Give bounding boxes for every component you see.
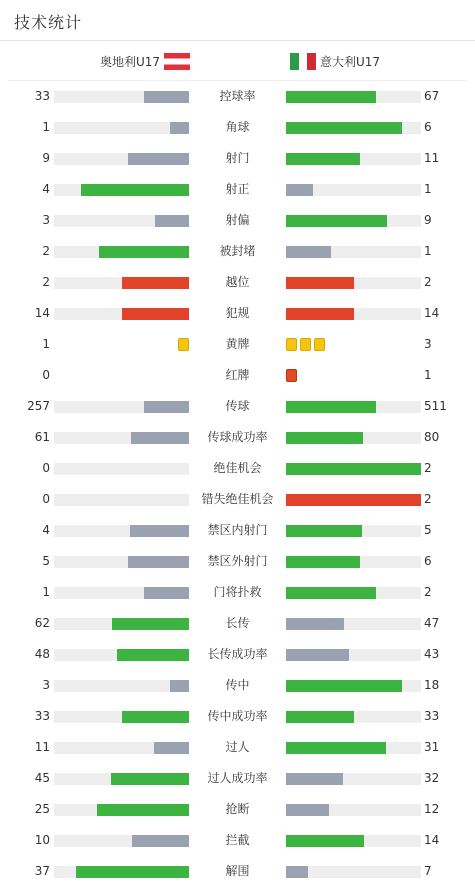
away-bar	[286, 525, 362, 537]
yellow-card-icon	[314, 338, 325, 351]
away-cards	[286, 369, 297, 382]
home-value: 33	[34, 709, 50, 723]
stat-row	[0, 732, 475, 763]
stats-list	[0, 81, 475, 887]
away-value: 1	[424, 182, 432, 196]
home-value: 14	[34, 306, 50, 320]
home-bar-track	[54, 742, 189, 754]
away-bar-track	[286, 401, 421, 413]
away-bar	[286, 122, 402, 134]
home-bar	[154, 742, 189, 754]
away-bar-track	[286, 835, 421, 847]
away-bar-track	[286, 742, 421, 754]
stat-row	[0, 670, 475, 701]
home-bar	[111, 773, 189, 785]
away-bar	[286, 742, 386, 754]
stat-label: 解围	[225, 864, 250, 878]
away-bar	[286, 835, 364, 847]
home-bar	[81, 184, 189, 196]
away-value: 32	[424, 771, 440, 785]
stat-label: 角球	[225, 120, 250, 134]
stat-row	[0, 236, 475, 267]
home-bar	[131, 432, 189, 444]
stat-label: 黄牌	[225, 337, 250, 351]
away-bar-track	[286, 804, 421, 816]
away-bar	[286, 463, 421, 475]
stat-label: 犯规	[225, 306, 250, 320]
away-bar-track	[286, 649, 421, 661]
home-value: 1	[42, 120, 50, 134]
home-value: 62	[34, 616, 50, 630]
home-value: 2	[42, 244, 50, 258]
away-value: 3	[424, 337, 432, 351]
away-value: 31	[424, 740, 440, 754]
home-bar	[128, 556, 189, 568]
home-bar-track	[54, 866, 189, 878]
away-value: 47	[424, 616, 440, 630]
away-value: 2	[424, 275, 432, 289]
home-bar-track	[54, 711, 189, 723]
away-value: 43	[424, 647, 440, 661]
away-value: 1	[424, 244, 432, 258]
home-value: 2	[42, 275, 50, 289]
home-bar-track	[54, 432, 189, 444]
away-bar-track	[286, 122, 421, 134]
stat-label: 传球成功率	[207, 430, 268, 444]
away-bar	[286, 277, 354, 289]
home-value: 25	[34, 802, 50, 816]
home-bar	[144, 91, 189, 103]
away-value: 2	[424, 492, 432, 506]
away-bar	[286, 432, 363, 444]
stat-label: 被封堵	[219, 244, 256, 258]
home-bar-track	[54, 308, 189, 320]
home-cards	[178, 338, 189, 351]
home-bar	[99, 246, 189, 258]
away-value: 2	[424, 461, 432, 475]
away-bar	[286, 711, 354, 723]
away-bar-track	[286, 711, 421, 723]
home-value: 0	[42, 368, 50, 382]
home-value: 0	[42, 461, 50, 475]
stat-row	[0, 360, 475, 391]
away-bar-track	[286, 184, 421, 196]
stat-label: 传球	[225, 399, 250, 413]
stat-row	[0, 856, 475, 887]
home-bar-track	[54, 649, 189, 661]
away-value: 5	[424, 523, 432, 537]
away-bar	[286, 773, 343, 785]
home-value: 48	[34, 647, 50, 661]
away-value: 511	[424, 399, 447, 413]
stat-row	[0, 391, 475, 422]
home-bar-track	[54, 618, 189, 630]
teams-bar	[8, 41, 466, 81]
home-value: 3	[42, 678, 50, 692]
stat-row	[0, 81, 475, 112]
stat-label: 控球率	[219, 89, 256, 103]
home-bar-track	[54, 804, 189, 816]
stat-label: 禁区外射门	[207, 554, 268, 568]
home-value: 4	[42, 182, 50, 196]
stat-row	[0, 577, 475, 608]
home-bar	[170, 680, 189, 692]
home-value: 257	[27, 399, 50, 413]
away-value: 12	[424, 802, 440, 816]
home-value: 37	[34, 864, 50, 878]
stat-label: 射偏	[225, 213, 250, 227]
stat-row	[0, 484, 475, 515]
stat-row	[0, 329, 475, 360]
stat-row	[0, 205, 475, 236]
away-bar-track	[286, 556, 421, 568]
stat-row	[0, 763, 475, 794]
away-bar	[286, 401, 376, 413]
stat-label: 传中	[225, 678, 250, 692]
home-bar-track	[54, 556, 189, 568]
stat-row	[0, 422, 475, 453]
away-value: 11	[424, 151, 440, 165]
stat-row	[0, 639, 475, 670]
away-bar-track	[286, 587, 421, 599]
away-bar	[286, 866, 308, 878]
red-card-icon	[286, 369, 297, 382]
home-bar-track	[54, 463, 189, 475]
away-bar-track	[286, 308, 421, 320]
away-bar	[286, 494, 421, 506]
home-value: 33	[34, 89, 50, 103]
home-value: 45	[34, 771, 50, 785]
stat-label: 红牌	[225, 368, 250, 382]
home-bar	[122, 277, 190, 289]
away-bar	[286, 215, 387, 227]
stat-label: 拦截	[225, 833, 250, 847]
page-title: 技术统计	[14, 13, 83, 32]
home-bar-track	[54, 773, 189, 785]
home-bar-track	[54, 91, 189, 103]
away-bar-track	[286, 866, 421, 878]
home-bar	[128, 153, 189, 165]
away-bar	[286, 804, 329, 816]
away-cards	[286, 338, 325, 351]
away-bar-track	[286, 525, 421, 537]
home-value: 0	[42, 492, 50, 506]
away-bar	[286, 91, 376, 103]
stat-label: 过人成功率	[207, 771, 268, 785]
home-bar-track	[54, 401, 189, 413]
home-bar-track	[54, 184, 189, 196]
stat-row	[0, 515, 475, 546]
away-value: 2	[424, 585, 432, 599]
home-bar	[144, 587, 189, 599]
away-bar	[286, 680, 402, 692]
home-bar	[155, 215, 189, 227]
away-value: 7	[424, 864, 432, 878]
away-value: 1	[424, 368, 432, 382]
stat-row	[0, 546, 475, 577]
away-bar-track	[286, 153, 421, 165]
stat-label: 禁区内射门	[207, 523, 268, 537]
home-value: 5	[42, 554, 50, 568]
home-bar-track	[54, 494, 189, 506]
away-bar-track	[286, 91, 421, 103]
home-value: 3	[42, 213, 50, 227]
home-bar	[112, 618, 189, 630]
home-bar	[122, 308, 190, 320]
stat-row	[0, 825, 475, 856]
home-value: 10	[34, 833, 50, 847]
stat-label: 射门	[225, 151, 250, 165]
stat-row	[0, 174, 475, 205]
home-bar-track	[54, 122, 189, 134]
stat-row	[0, 794, 475, 825]
away-bar-track	[286, 618, 421, 630]
away-bar	[286, 649, 349, 661]
home-bar	[130, 525, 189, 537]
away-value: 14	[424, 833, 440, 847]
away-bar-track	[286, 432, 421, 444]
away-team-name: 意大利U17	[320, 54, 381, 69]
header	[0, 0, 475, 41]
stat-label: 过人	[225, 740, 250, 754]
away-value: 14	[424, 306, 440, 320]
stat-row	[0, 453, 475, 484]
home-bar	[132, 835, 189, 847]
away-bar	[286, 153, 360, 165]
home-bar-track	[54, 153, 189, 165]
stat-row	[0, 112, 475, 143]
away-value: 6	[424, 120, 432, 134]
away-value: 18	[424, 678, 440, 692]
home-value: 4	[42, 523, 50, 537]
home-value: 1	[42, 585, 50, 599]
away-bar	[286, 556, 360, 568]
yellow-card-icon	[286, 338, 297, 351]
home-bar-track	[54, 277, 189, 289]
home-bar	[76, 866, 189, 878]
away-bar	[286, 308, 354, 320]
stat-label: 抢断	[225, 802, 250, 816]
home-bar	[144, 401, 189, 413]
home-bar	[170, 122, 189, 134]
stat-label: 射正	[225, 182, 250, 196]
home-bar-track	[54, 525, 189, 537]
away-bar-track	[286, 494, 421, 506]
home-value: 9	[42, 151, 50, 165]
away-value: 67	[424, 89, 440, 103]
away-bar	[286, 618, 344, 630]
stat-label: 越位	[225, 275, 250, 289]
stat-row	[0, 608, 475, 639]
stat-row	[0, 267, 475, 298]
stat-label: 传中成功率	[207, 709, 268, 723]
stat-label: 长传成功率	[207, 647, 268, 661]
yellow-card-icon	[178, 338, 189, 351]
stat-label: 错失绝佳机会	[201, 492, 274, 506]
home-bar-track	[54, 587, 189, 599]
home-bar-track	[54, 680, 189, 692]
stat-row	[0, 298, 475, 329]
stat-label: 长传	[225, 616, 250, 630]
away-value: 9	[424, 213, 432, 227]
italy-flag-icon	[290, 53, 316, 70]
home-bar-track	[54, 215, 189, 227]
away-bar-track	[286, 277, 421, 289]
away-team	[290, 51, 380, 71]
away-value: 6	[424, 554, 432, 568]
home-team	[100, 51, 190, 71]
away-value: 80	[424, 430, 440, 444]
home-bar	[117, 649, 189, 661]
away-bar-track	[286, 463, 421, 475]
away-bar-track	[286, 773, 421, 785]
away-bar	[286, 587, 376, 599]
away-bar-track	[286, 215, 421, 227]
austria-flag-icon	[164, 53, 190, 70]
stat-row	[0, 143, 475, 174]
home-value: 61	[34, 430, 50, 444]
yellow-card-icon	[300, 338, 311, 351]
stat-label: 门将扑救	[213, 585, 262, 599]
away-bar-track	[286, 680, 421, 692]
away-bar	[286, 246, 331, 258]
home-value: 1	[42, 337, 50, 351]
home-value: 11	[34, 740, 50, 754]
stat-label: 绝佳机会	[213, 461, 262, 475]
home-team-name: 奥地利U17	[99, 54, 160, 69]
home-bar-track	[54, 835, 189, 847]
away-bar	[286, 184, 313, 196]
stat-row	[0, 701, 475, 732]
home-bar	[122, 711, 190, 723]
home-bar-track	[54, 246, 189, 258]
away-bar-track	[286, 246, 421, 258]
home-bar	[97, 804, 189, 816]
away-value: 33	[424, 709, 440, 723]
